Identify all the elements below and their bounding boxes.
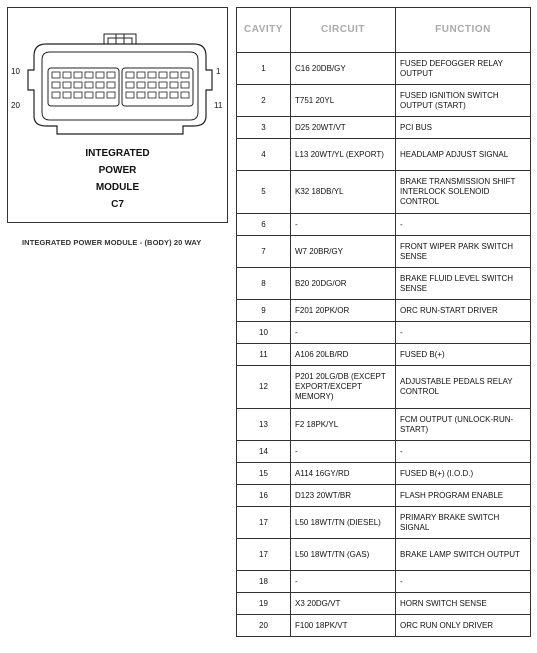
cavity-cell: 20 [237, 615, 291, 637]
circuit-cell: - [291, 322, 396, 344]
cavity-cell: 17 [237, 539, 291, 571]
cavity-pin [85, 72, 93, 78]
cavity-pin [137, 82, 145, 88]
cavity-cell: 2 [237, 85, 291, 117]
circuit-cell: K32 18DB/YL [291, 171, 396, 214]
module-name-line: POWER [98, 165, 137, 176]
table-row [237, 344, 531, 366]
cavity-pin [52, 82, 60, 88]
circuit-cell: X3 20DG/VT [291, 593, 396, 615]
cavity-cell: 8 [237, 268, 291, 300]
cavity-cell: 5 [237, 171, 291, 214]
cavity-pin [52, 92, 60, 98]
cavity-cell: 16 [237, 485, 291, 507]
cavity-pin [137, 72, 145, 78]
diagram-caption: INTEGRATED POWER MODULE - (BODY) 20 WAY [22, 238, 202, 247]
cavity-pins [52, 72, 189, 98]
table-row [237, 117, 531, 139]
cavity-cell: 19 [237, 593, 291, 615]
table-row [237, 53, 531, 85]
cavity-pin [96, 72, 104, 78]
circuit-cell: L50 18WT/TN (DIESEL) [291, 507, 396, 539]
table-row [237, 171, 531, 214]
cavity-pin [181, 92, 189, 98]
module-name-line: C7 [111, 199, 124, 210]
pin-label-20: 20 [11, 101, 20, 110]
cavity-pin [85, 92, 93, 98]
table-row [237, 268, 531, 300]
function-cell: - [396, 441, 531, 463]
cavity-pin [96, 82, 104, 88]
header-circuit: CIRCUIT [291, 8, 396, 53]
cavity-cell: 6 [237, 214, 291, 236]
function-cell: FUSED B(+) [396, 344, 531, 366]
cavity-cell: 15 [237, 463, 291, 485]
circuit-cell: - [291, 441, 396, 463]
cavity-pin [170, 92, 178, 98]
cavity-pin [126, 82, 134, 88]
function-cell: BRAKE LAMP SWITCH OUTPUT [396, 539, 531, 571]
cavity-pin [107, 72, 115, 78]
circuit-cell: P201 20LG/DB (EXCEPT EXPORT/EXCEPT MEMORY) [291, 366, 396, 409]
cavity-cell: 3 [237, 117, 291, 139]
circuit-cell: D123 20WT/BR [291, 485, 396, 507]
function-cell: FUSED DEFOGGER RELAY OUTPUT [396, 53, 531, 85]
cavity-cell: 13 [237, 409, 291, 441]
cavity-pin [126, 92, 134, 98]
function-cell: HEADLAMP ADJUST SIGNAL [396, 139, 531, 171]
cavity-pin [148, 82, 156, 88]
cavity-pin [96, 92, 104, 98]
cavity-pin [74, 92, 82, 98]
cavity-cell: 18 [237, 571, 291, 593]
table-row [237, 322, 531, 344]
cavity-cell: 17 [237, 507, 291, 539]
cavity-pin [181, 82, 189, 88]
table-row [237, 300, 531, 322]
cavity-cell: 11 [237, 344, 291, 366]
cavity-pin [63, 72, 71, 78]
function-cell: HORN SWITCH SENSE [396, 593, 531, 615]
function-cell: FRONT WIPER PARK SWITCH SENSE [396, 236, 531, 268]
pin-label-11: 11 [214, 101, 223, 110]
pin-label-10: 10 [11, 67, 20, 76]
cavity-pin [159, 82, 167, 88]
table-row [237, 593, 531, 615]
cavity-cell: 14 [237, 441, 291, 463]
table-row [237, 409, 531, 441]
pin-label-1: 1 [216, 67, 221, 76]
function-cell: - [396, 214, 531, 236]
cavity-pin [107, 92, 115, 98]
cavity-pin [170, 82, 178, 88]
cavity-pin [148, 92, 156, 98]
cavity-pin [52, 72, 60, 78]
function-cell: ADJUSTABLE PEDALS RELAY CONTROL [396, 366, 531, 409]
circuit-cell: L50 18WT/TN (GAS) [291, 539, 396, 571]
pinout-table [236, 7, 531, 637]
header-cavity: CAVITY [237, 8, 291, 53]
table-row [237, 615, 531, 637]
circuit-cell: - [291, 571, 396, 593]
cavity-pin [63, 92, 71, 98]
table-row [237, 571, 531, 593]
cavity-pin [159, 72, 167, 78]
function-cell: FUSED B(+) (I.O.D.) [396, 463, 531, 485]
table-row [237, 236, 531, 268]
circuit-cell: C16 20DB/GY [291, 53, 396, 85]
circuit-cell: L13 20WT/YL (EXPORT) [291, 139, 396, 171]
table-row [237, 539, 531, 571]
header-function: FUNCTION [396, 8, 531, 53]
table-row [237, 441, 531, 463]
connector-panel [7, 7, 228, 223]
function-cell: ORC RUN ONLY DRIVER [396, 615, 531, 637]
circuit-cell: A106 20LB/RD [291, 344, 396, 366]
cavity-pin [85, 82, 93, 88]
table-row [237, 507, 531, 539]
cavity-pin [126, 72, 134, 78]
cavity-pin [170, 72, 178, 78]
cavity-cell: 1 [237, 53, 291, 85]
module-name-line: MODULE [95, 182, 140, 193]
circuit-cell: - [291, 214, 396, 236]
cavity-pin [148, 72, 156, 78]
table-row [237, 214, 531, 236]
circuit-cell: A114 16GY/RD [291, 463, 396, 485]
function-cell: FUSED IGNITION SWITCH OUTPUT (START) [396, 85, 531, 117]
cavity-cell: 4 [237, 139, 291, 171]
circuit-cell: F201 20PK/OR [291, 300, 396, 322]
cavity-pin [159, 92, 167, 98]
module-name [8, 145, 227, 213]
cavity-cell: 10 [237, 322, 291, 344]
cavity-cell: 12 [237, 366, 291, 409]
function-cell: BRAKE FLUID LEVEL SWITCH SENSE [396, 268, 531, 300]
cavity-pin [74, 72, 82, 78]
cavity-pin [107, 82, 115, 88]
function-cell: - [396, 571, 531, 593]
function-cell: FLASH PROGRAM ENABLE [396, 485, 531, 507]
table-row [237, 485, 531, 507]
table-header-row [237, 8, 531, 53]
circuit-cell: T751 20YL [291, 85, 396, 117]
cavity-cell: 7 [237, 236, 291, 268]
circuit-cell: B20 20DG/OR [291, 268, 396, 300]
cavity-pin [137, 92, 145, 98]
function-cell: ORC RUN-START DRIVER [396, 300, 531, 322]
table-row [237, 139, 531, 171]
circuit-cell: D25 20WT/VT [291, 117, 396, 139]
function-cell: FCM OUTPUT (UNLOCK-RUN-START) [396, 409, 531, 441]
module-name-line: INTEGRATED [85, 148, 150, 159]
function-cell: - [396, 322, 531, 344]
cavity-pin [181, 72, 189, 78]
table-row [237, 366, 531, 409]
circuit-cell: F2 18PK/YL [291, 409, 396, 441]
cavity-pin [74, 82, 82, 88]
table-row [237, 463, 531, 485]
circuit-cell: W7 20BR/GY [291, 236, 396, 268]
cavity-pin [63, 82, 71, 88]
circuit-cell: F100 18PK/VT [291, 615, 396, 637]
cavity-cell: 9 [237, 300, 291, 322]
function-cell: PRIMARY BRAKE SWITCH SIGNAL [396, 507, 531, 539]
table-row [237, 85, 531, 117]
function-cell: PCI BUS [396, 117, 531, 139]
function-cell: BRAKE TRANSMISSION SHIFT INTERLOCK SOLENOID CONTROL [396, 171, 531, 214]
